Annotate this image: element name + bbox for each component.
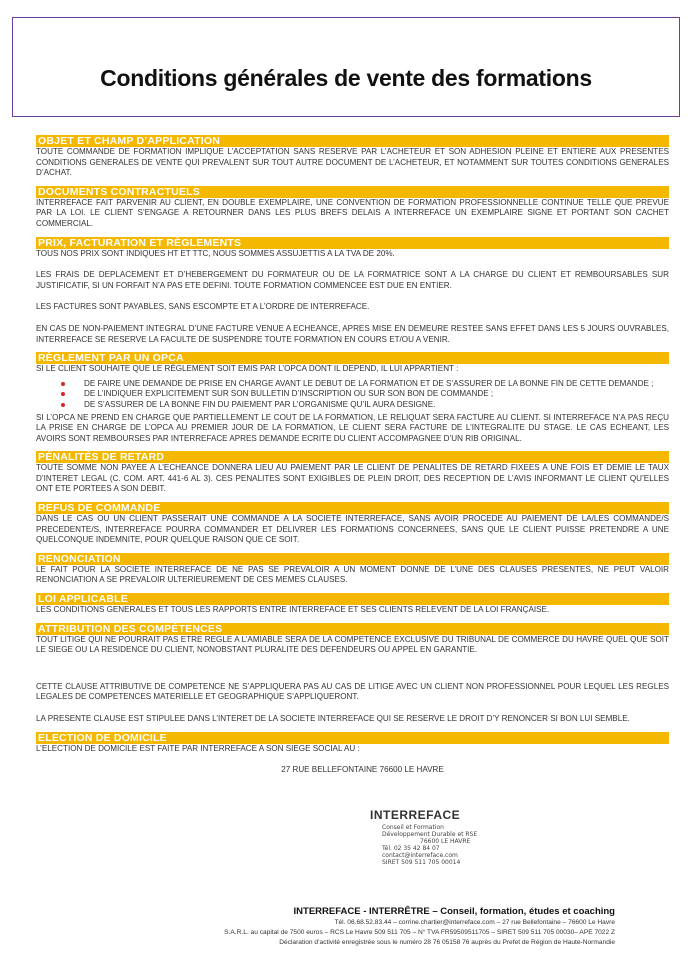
footer-legal: S.A.R.L. au capital de 7500 euros – RCS Le Havre 509 511 705 – N° TVA FR59509511705 – SIRET 509 511 705 00030– APE 7022 Z — [224, 929, 615, 936]
document-body — [36, 135, 669, 776]
paragraph: SI L’OPCA NE PREND EN CHARGE QUE PARTIELLEMENT LE COUT DE LA FORMATION, LE RELIQUAT SERA FACTURE AU CLIENT. SI INTERREFACE N’A PAS REÇU LA PRISE EN CHARGE DE L’OPCA AU PREMIER JOUR DE LA FORMATION, LE CLIENT SERA FACTURE DE L’INTEGRALITE DU STAGE. LE CAS ECHEANT, LES AVOIRS SONT REMBOURSES PAR INTERREFACE APRES DEMANDE ECRITE DU CLIENT ACCOMPAGNEE D’UN RIB ORIGINAL. — [36, 412, 669, 443]
stamp-line: 76600 LE HAVRE — [420, 838, 471, 845]
stamp-line: contact@interreface.com — [382, 852, 458, 859]
paragraph: SI LE CLIENT SOUHAITE QUE LE RÈGLEMENT SOIT EMIS PAR L’OPCA DONT IL DEPEND, IL LUI APPARTIENT : — [36, 364, 459, 374]
bullet-list — [36, 379, 669, 411]
section-heading-penalites: PÉNALITÉS DE RETARD — [36, 451, 669, 463]
stamp-line: SIRET 509 511 705 00014 — [382, 859, 461, 866]
stamp-line: Développement Durable et RSE — [382, 831, 478, 838]
address-line: 27 RUE BELLEFONTAINE 76600 LE HAVRE — [281, 765, 444, 775]
paragraph: DANS LE CAS OU UN CLIENT PASSERAIT UNE COMMANDE A LA SOCIETE INTERREFACE, SANS AVOIR PROCEDE AU PAIEMENT DE LA/LES COMMANDE/S PRECEDENTE/S, INTERREFACE POURRA COMMANDER ET DELIVRER LES FORMATIONS CONCERNEES, SANS QUE LE CLIENT PUISSE PRETENDRE A UNE QUELCONQUE INDEMNITE, POUR QUELQUE RAISON QUE CE SOIT. — [36, 514, 669, 545]
section-heading-attribution: ATTRIBUTION DES COMPÉTENCES — [36, 623, 669, 635]
stamp-name: INTERREFACE — [370, 808, 461, 822]
footer-declaration: Déclaration d’activité enregistrée sous le numéro 28 76 05158 76 auprès du Prefet de Région de Haute-Normandie — [279, 939, 615, 946]
section-heading-prix: PRIX, FACTURATION ET RÈGLEMENTS — [36, 237, 669, 249]
paragraph: LES FRAIS DE DEPLACEMENT ET D’HEBERGEMENT DU FORMATEUR OU DE LA FORMATRICE SONT A LA CHARGE DU CLIENT ET REMBOURSABLES SUR JUSTIFICATIF, SI UN FORFAIT N’A PAS ETE DEFINI. TOUTE FORMATION COMMENCEE EST DUE EN ENTIER. — [36, 270, 669, 290]
stamp-line: Tél. 02 35 42 84 07 — [382, 845, 440, 852]
section-heading-refus: REFUS DE COMMANDE — [36, 502, 669, 514]
paragraph: LA PRESENTE CLAUSE EST STIPULEE DANS L’INTERET DE LA SOCIETE INTERREFACE QUI SE RESERVE LE DROIT D’Y RENONCER SI BON LUI SEMBLE. — [36, 714, 630, 723]
footer-contact: Tél. 06.68.52.83.44 – corrine.chartier@interreface.com – 27 rue Bellefontaine – 76600 Le Havre — [334, 919, 615, 926]
paragraph: TOUTE COMMANDE DE FORMATION IMPLIQUE L’ACCEPTATION SANS RESERVE PAR L’ACHETEUR ET SON ADHESION PLEINE ET ENTIERE AUX PRESENTES CONDITIONS GENERALES DE VENTE QUI PREVALENT SUR TOUT AUTRE DOCUMENT DE L’ACHETEUR, ET NOTAMMENT SUR TOUTES CONDITIONS GENERALES D’ACHAT. — [36, 147, 669, 178]
section-heading-objet: OBJET ET CHAMP D’APPLICATION — [36, 135, 669, 147]
section-heading-opca: RÈGLEMENT PAR UN OPCA — [36, 352, 669, 364]
title-frame — [12, 17, 680, 117]
page-title: Conditions générales de vente des formations — [100, 65, 592, 91]
section-heading-renonciation: RENONCIATION — [36, 553, 669, 565]
list-item: DE L’INDIQUER EXPLICITEMENT SUR SON BULLETIN D’INSCRIPTION OU SUR SON BON DE COMMANDE ; — [84, 389, 669, 400]
paragraph: TOUS NOS PRIX SONT INDIQUES HT ET TTC, NOUS SOMMES ASSUJETTIS A LA TVA DE 20%. — [36, 248, 395, 258]
footer-company: INTERREFACE - INTERRÊTRE – Conseil, formation, études et coaching — [293, 906, 615, 917]
paragraph: EN CAS DE NON-PAIEMENT INTEGRAL D’UNE FACTURE VENUE A ECHEANCE, APRES MISE EN DEMEURE RESTEE SANS EFFET DANS LES 5 JOURS OUVRABLES, INTERREFACE SE RESERVE LA FACULTE DE SUSPENDRE TOUTE FORMATION EN COURS ET/OU A VENIR. — [36, 323, 669, 344]
paragraph: TOUTE SOMME NON PAYEE A L’ECHEANCE DONNERA LIEU AU PAIEMENT PAR LE CLIENT DE PENALITES DE RETARD FIXEES A UNE FOIS ET DEMIE LE TAUX D’INTERET LEGAL (C. COM. ART. 441-6 AL 3). CES PENALITES SONT EXIGIBLES DE PLEIN DROIT, DES RECEPTION DE L’AVIS INFORMANT LE CLIENT QU’ELLES ONT ETE PORTEES A SON DEBIT. — [36, 463, 669, 494]
section-heading-loi: LOI APPLICABLE — [36, 593, 669, 605]
footer — [224, 905, 615, 948]
paragraph: INTERREFACE FAIT PARVENIR AU CLIENT, EN DOUBLE EXEMPLAIRE, UNE CONVENTION DE FORMATION PROFESSIONNELLE CONTINUE TELLE QUE PREVUE PAR LA LOI. LE CLIENT S’ENGAGE A RETOURNER DANS LES PLUS BREFS DELAIS A INTERREFACE UN EXEMPLAIRE SIGNE ET PORTANT SON CACHET COMMERCIAL. — [36, 197, 669, 228]
section-heading-documents: DOCUMENTS CONTRACTUELS — [36, 186, 669, 198]
paragraph: L’ELECTION DE DOMICILE EST FAITE PAR INTERREFACE A SON SIEGE SOCIAL AU : — [36, 743, 360, 753]
company-stamp — [360, 808, 525, 870]
paragraph: CETTE CLAUSE ATTRIBUTIVE DE COMPETENCE NE S’APPLIQUERA PAS AU CAS DE LITIGE AVEC UN CLIENT NON PROFESSIONNEL POUR LEQUEL LES REGLES LEGALES DE COMPETENCES MATERIELLE ET GEOGRAPHIQUE S’APPLIQUERONT. — [36, 681, 669, 702]
paragraph: LE FAIT POUR LA SOCIETE INTERREFACE DE NE PAS SE PREVALOIR A UN MOMENT DONNE DE L’UNE DES CLAUSES PRESENTES, NE PEUT VALOIR RENONCIATION A SE PREVALOIR ULTERIEUREMENT DE CES MEMES CLAUSES. — [36, 564, 669, 585]
paragraph: LES CONDITIONS GENERALES ET TOUS LES RAPPORTS ENTRE INTERREFACE ET SES CLIENTS RELEVENT DE LA LOI FRANÇAISE. — [36, 605, 550, 615]
paragraph: LES FACTURES SONT PAYABLES, SANS ESCOMPTE ET A L’ORDRE DE INTERREFACE. — [36, 302, 370, 312]
paragraph: TOUT LITIGE QUI NE POURRAIT PAS ETRE REGLE A L’AMIABLE SERA DE LA COMPETENCE EXCLUSIVE DU TRIBUNAL DE COMMERCE DU HAVRE QUEL QUE SOIT LE SIEGE OU LA RESIDENCE DU CLIENT, NONOBSTANT PLURALITE DES DEFENDEURS OU APPEL EN GARANTIE. — [36, 634, 669, 655]
stamp-line: Conseil et Formation — [382, 824, 444, 831]
section-heading-election: ELECTION DE DOMICILE — [36, 732, 669, 744]
list-item: DE FAIRE UNE DEMANDE DE PRISE EN CHARGE AVANT LE DEBUT DE LA FORMATION ET DE S’ASSURER DE LA BONNE FIN DE CETTE DEMANDE ; — [84, 379, 669, 390]
list-item: DE S’ASSURER DE LA BONNE FIN DU PAIEMENT PAR L’ORGANISME QU’IL AURA DESIGNE. — [84, 400, 669, 411]
